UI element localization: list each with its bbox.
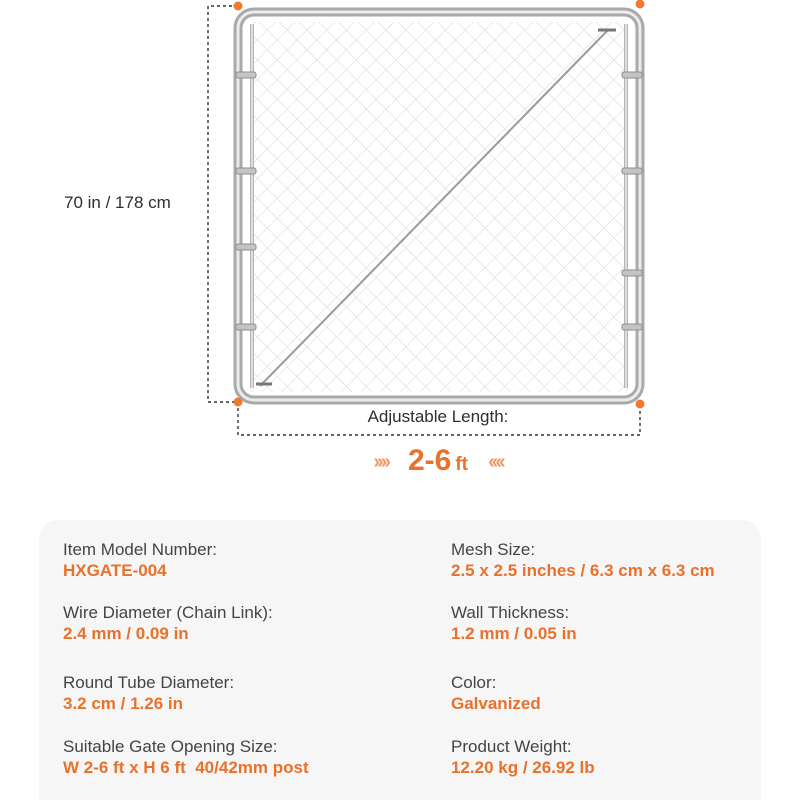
spec-color (451, 673, 781, 715)
spec-label: Color: (451, 673, 497, 692)
spec-value: 2.4 mm / 0.09 in (63, 624, 189, 643)
spec-label: Product Weight: (451, 737, 572, 756)
spec-value: Galvanized (451, 694, 541, 713)
spec-label: Suitable Gate Opening Size: (63, 737, 278, 756)
spec-label: Wire Diameter (Chain Link): (63, 603, 273, 622)
chevrons-left-icon: ‹‹‹‹ (488, 451, 503, 473)
length-dimension-label: Adjustable Length: (367, 407, 509, 426)
spec-value: 2.5 x 2.5 inches / 6.3 cm x 6.3 cm (451, 561, 715, 580)
height-dimension-label: 70 in / 178 cm (64, 193, 171, 212)
adjustable-range (0, 444, 800, 478)
spec-value: W 2-6 ft x H 6 ft 40/42mm post (63, 758, 309, 777)
chevrons-right-icon: ›››› (373, 451, 388, 473)
spec-value: 12.20 kg / 26.92 lb (451, 758, 595, 777)
spec-mesh-size (451, 540, 781, 582)
spec-product-weight (451, 737, 781, 779)
spec-wall-thickness (451, 603, 781, 645)
spec-wire-diameter (63, 603, 393, 645)
spec-gate-opening-size (63, 737, 393, 779)
spec-round-tube-diameter (63, 673, 393, 715)
spec-value: 3.2 cm / 1.26 in (63, 694, 184, 713)
range-unit: ft (455, 454, 468, 475)
spec-value: HXGATE-004 (63, 561, 167, 580)
spec-label: Item Model Number: (63, 540, 217, 559)
range-value: 2-6 (407, 444, 452, 477)
spec-label: Round Tube Diameter: (63, 673, 235, 692)
spec-value: 1.2 mm / 0.05 in (451, 624, 577, 643)
spec-item-model-number (63, 540, 393, 582)
spec-label: Mesh Size: (451, 540, 536, 559)
spec-label: Wall Thickness: (451, 603, 570, 622)
chain-link-mesh (250, 22, 628, 392)
